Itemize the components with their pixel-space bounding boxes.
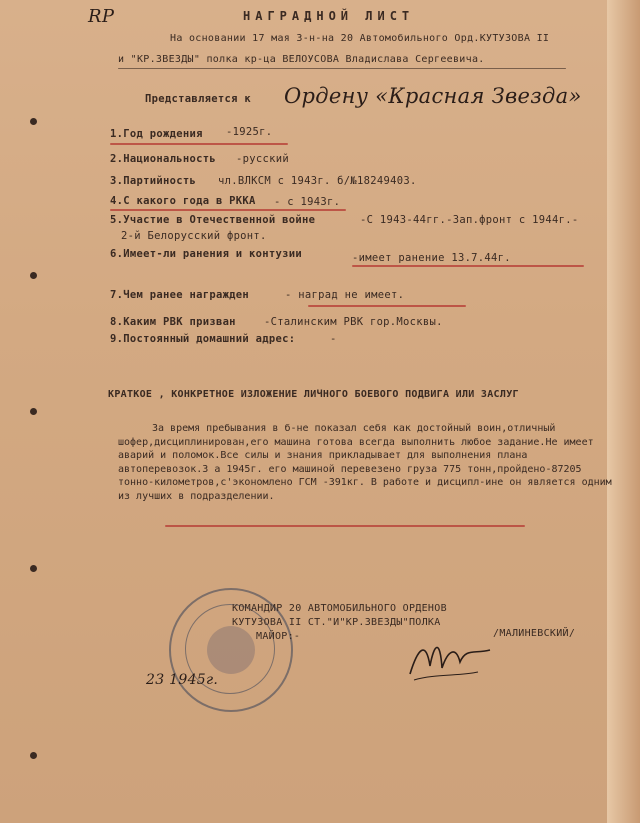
field-label-party: 3.Партийность [110,175,197,187]
section-heading: КРАТКОЕ , КОНКРЕТНОЕ ИЗЛОЖЕНИЕ ЛИЧНОГО БОЕВОГО ПОДВИГА ИЛИ ЗАСЛУГ [108,389,519,400]
header-underline [118,68,566,69]
page-edge [607,0,640,823]
field-value-wounds: -имеет ранение 13.7.44г. [352,252,511,264]
field-label-army-since: 4.С какого года в РККА [110,195,256,207]
field-value-war-participation: -С 1943-44гг.-Зап.фронт с 1944г.- [360,214,579,226]
red-underline [110,143,288,145]
punch-hole [30,408,37,415]
presented-label: Представляется к [145,93,251,105]
punch-hole [30,118,37,125]
field-value-birth-year: -1925г. [226,126,273,138]
field-value-war-participation-cont: 2-й Белорусский фронт. [121,230,267,242]
field-value-conscription-office: -Сталинским РВК гор.Москвы. [264,316,443,328]
signature-line-1: КОМАНДИР 20 АВТОМОБИЛЬНОГО ОРДЕНОВ [232,603,447,614]
red-underline [308,305,466,307]
header-line-2: и "КР.ЗВЕЗДЫ" полка кр-ца ВЕЛОУСОВА Владислава Сергеевича. [118,54,485,65]
field-value-army-since: - с 1943г. [274,196,341,208]
field-value-party: чл.ВЛКСМ с 1943г. б/№18249403. [218,175,417,187]
handwritten-signature [404,628,496,688]
feat-description: За время пребывания в б-не показал себя как достойный воин,отличный шофер,дисциплинирован,его машина готова всегда выполнить любое задание.Не имеет аварий и поломок.Все силы и знания прикладывает для выполнения плана автоперевозок.З а 1945г. его машиной перевезено груза 775 тонн,пройдено-87205 тонно-километров,с'экономлено ГСМ -391кг. В работе и дисципл-ине он является одним из лучших в подразделении. [118,423,612,502]
punch-hole [30,752,37,759]
red-underline [110,209,346,211]
header-line-1: На основании 17 мая 3-н-на 20 Автомобильного Орд.КУТУЗОВА II [170,33,550,44]
punch-hole [30,565,37,572]
red-underline [165,525,525,527]
document-title: НАГРАДНОЙ ЛИСТ [243,9,415,23]
corner-mark: RP [88,6,115,27]
signature-line-3: МАЙОР:- [256,631,301,642]
field-value-nationality: -русский [236,153,289,165]
signature-line-2: КУТУЗОВА II СТ."И"КР.ЗВЕЗДЫ"ПОЛКА [232,617,441,628]
commander-name: /МАЛИНЕВСКИЙ/ [493,628,576,639]
document-date: 23 1945г. [146,672,219,688]
field-label-nationality: 2.Национальность [110,153,216,165]
field-label-war-participation: 5.Участие в Отечественной войне [110,214,316,226]
field-value-previous-awards: - наград не имеет. [285,289,405,301]
field-label-birth-year: 1.Год рождения [110,128,203,140]
field-label-previous-awards: 7.Чем ранее награжден [110,289,250,301]
field-value-home-address: - [330,333,337,345]
stamp-emblem [207,626,255,674]
field-label-home-address: 9.Постоянный домашний адрес: [110,333,296,345]
field-label-conscription-office: 8.Каким РВК призван [110,316,236,328]
punch-hole [30,272,37,279]
presented-value: Ордену «Красная Звезда» [284,84,582,108]
red-underline [352,265,584,267]
field-label-wounds: 6.Имеет-ли ранения и контузии [110,248,303,260]
